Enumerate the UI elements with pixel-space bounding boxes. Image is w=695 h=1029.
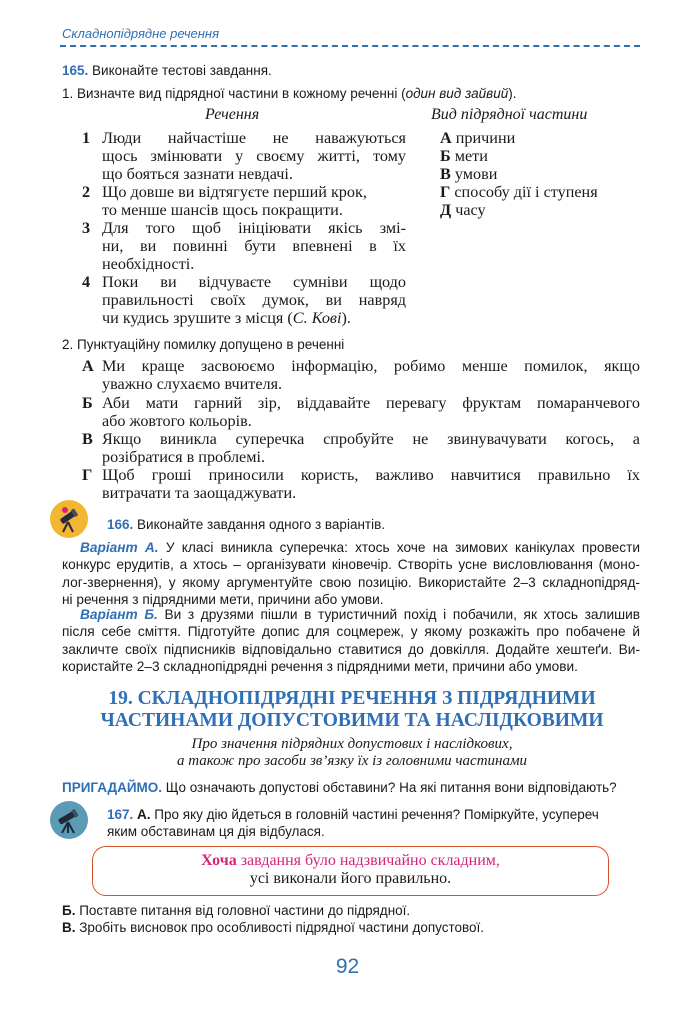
author: С. Кові (292, 309, 342, 327)
line: Якщо виникла суперечка спробуйте не звинувачувати когось, а (102, 430, 640, 448)
example-box (92, 846, 609, 896)
column-header-types: Вид підрядної частини (431, 106, 588, 123)
page-number: 92 (335, 955, 360, 978)
option-c (440, 165, 497, 183)
task-c (62, 919, 484, 936)
line: ни, ви повинні бути впевнені в їх (102, 237, 406, 255)
exercise-165-heading (62, 62, 272, 79)
option-b (440, 147, 488, 165)
line (102, 309, 351, 327)
answer-letter: Б (82, 394, 93, 412)
line: правильності своїх думок, ви навряд (102, 291, 406, 309)
line: щось змінювати у своєму житті, тому (102, 147, 406, 165)
ex167-line (107, 806, 640, 823)
option-text: способу дії і ступеня (454, 183, 598, 201)
line: Люди найчастіше не наважуються (102, 129, 406, 147)
exercise-number: 167. (107, 807, 134, 822)
exercise-task: Виконайте завдання одного з варіантів. (137, 517, 386, 532)
line: Аби мати гарний зір, віддавайте перевагу фруктам помаранчевого (102, 394, 640, 412)
answer-letter: В (82, 430, 93, 448)
sentence-number: 4 (82, 273, 91, 291)
variant-a-label: Варіант А. (80, 540, 159, 555)
recall-text: Що означають допустові обставини? На які питання вони відповідають? (162, 780, 617, 795)
line: Для того щоб ініціювати якісь змі- (102, 219, 406, 237)
line: розібратися в проблемі. (102, 448, 266, 466)
question-1 (62, 85, 516, 102)
exercise-number: 165. (62, 63, 89, 78)
option-text: причини (455, 129, 516, 147)
option-text: мети (454, 147, 488, 165)
recall-prompt (62, 779, 617, 796)
line-text: Про яку дію йдеться в головній частині речення? Поміркуйте, усупереч (150, 807, 599, 822)
ex167-line: яким обставинам ця дія відбулася. (107, 824, 325, 839)
task-a-label: А. (137, 807, 151, 822)
exercise-167-heading (107, 806, 640, 840)
answer-letter: Г (82, 466, 93, 484)
line: Що довше ви відтягуєте перший крок, (102, 183, 367, 201)
column-header-sentences: Речення (205, 106, 260, 123)
variant-a-line: лог-звернення), у якому аргументуйте свою позицію. Використайте 2–3 складнопідряд- (62, 574, 640, 590)
line-text: чи кудись зрушите з місця ( (102, 309, 293, 327)
subordinate-clause: завдання було надзвичайно складним, (236, 852, 500, 869)
section-subtitle-line-2: а також про засоби зв’язку їх із головними частинами (176, 753, 528, 769)
variant-b (62, 606, 640, 676)
variant-b-label: Варіант Б. (80, 607, 158, 622)
task-b (62, 902, 410, 919)
option-a (440, 129, 515, 147)
option-letter: Г (440, 183, 451, 201)
q1-end: ). (508, 86, 517, 101)
exercise-task: Виконайте тестові завдання. (92, 63, 272, 78)
variant-a-line (62, 539, 640, 556)
option-letter: А (440, 129, 452, 147)
variant-b-line: користайте 2–3 складнопідрядні речення з підрядними мети, причини або умови. (62, 659, 578, 675)
header-divider (60, 45, 640, 47)
example-line-1 (93, 852, 608, 870)
answer-letter: А (82, 357, 94, 375)
line-text: У класі виникла суперечка: хтось хоче на зимових канікулах провести (158, 540, 641, 555)
variant-b-line (62, 606, 640, 623)
question-2: 2. Пунктуаційну помилку допущено в реченні (62, 337, 345, 352)
exercise-number: 166. (107, 517, 134, 532)
line: необхідності. (102, 255, 195, 273)
variant-b-line: закличте своїх підписників відповідально ставитися до довкілля. Додайте хештеґи. Ви- (62, 641, 640, 657)
sentence-number: 3 (82, 219, 91, 237)
line: Ми краще засвоюємо інформацію, робимо менше помилок, якщо (102, 357, 640, 375)
variant-a-line: конкурс ерудитів, а хтось – організувати кіновечір. Створіть усне висловлювання (моно- (62, 557, 640, 573)
option-text: умови (454, 165, 498, 183)
line: Щоб гроші приносили користь, важливо навчитися правильно їх (102, 466, 640, 484)
option-e (440, 201, 486, 219)
task-b-text: Поставте питання від головної частини до підрядної. (75, 903, 411, 918)
example-line-2: усі виконали його правильно. (249, 870, 452, 887)
line: уважно слухаємо вчителя. (102, 375, 283, 393)
variant-b-line: після себе сміття. Підготуйте допис для соцмереж, у якому розкажіть про побачене й (62, 624, 640, 640)
line: Поки ви відчуваєте сумніви щодо (102, 273, 406, 291)
section-subtitle-line-1: Про значення підрядних допустових і наслідкових, (191, 736, 513, 752)
line-text: Ви з друзями пішли в туристичний похід і побачили, як хтось залишив (157, 607, 640, 622)
option-text: часу (455, 201, 486, 219)
line: то менше шансів щось покращити. (102, 201, 343, 219)
q1-text: 1. Визначте вид підрядної частини в кожному реченні ( (62, 86, 406, 101)
line: що бояться зазнати невдачі. (102, 165, 293, 183)
variant-a (62, 539, 640, 609)
option-letter: Б (440, 147, 451, 165)
telescope-icon (50, 801, 88, 839)
sentence-number: 1 (82, 129, 91, 147)
q1-note: один вид зайвий (405, 86, 509, 101)
sentence-number: 2 (82, 183, 91, 201)
option-letter: Д (440, 201, 452, 219)
recall-label: ПРИГАДАЙМО. (62, 780, 163, 795)
task-c-label: В. (62, 920, 76, 935)
task-b-label: Б. (62, 903, 76, 918)
section-title-line-2: ЧАСТИНАМИ ДОПУСТОВИМИ ТА НАСЛІДКОВИМИ (100, 710, 604, 731)
section-title-line-1: 19. СКЛАДНОПІДРЯДНІ РЕЧЕННЯ З ПІДРЯДНИМИ (108, 688, 596, 709)
option-d (440, 183, 598, 201)
exercise-166-heading (107, 516, 385, 533)
author-end: ). (341, 309, 351, 327)
telescope-icon (50, 500, 88, 538)
variant-a-line: ні речення з підрядними мети, причини або умови. (62, 592, 384, 608)
task-c-text: Зробіть висновок про особливості підрядної частини допустової. (75, 920, 485, 935)
conjunction: Хоча (201, 852, 237, 869)
running-header: Складнопідрядне речення (62, 26, 220, 41)
line: витрачати та заощаджувати. (102, 484, 297, 502)
line: або жовтого кольорів. (102, 412, 252, 430)
option-letter: В (440, 165, 451, 183)
